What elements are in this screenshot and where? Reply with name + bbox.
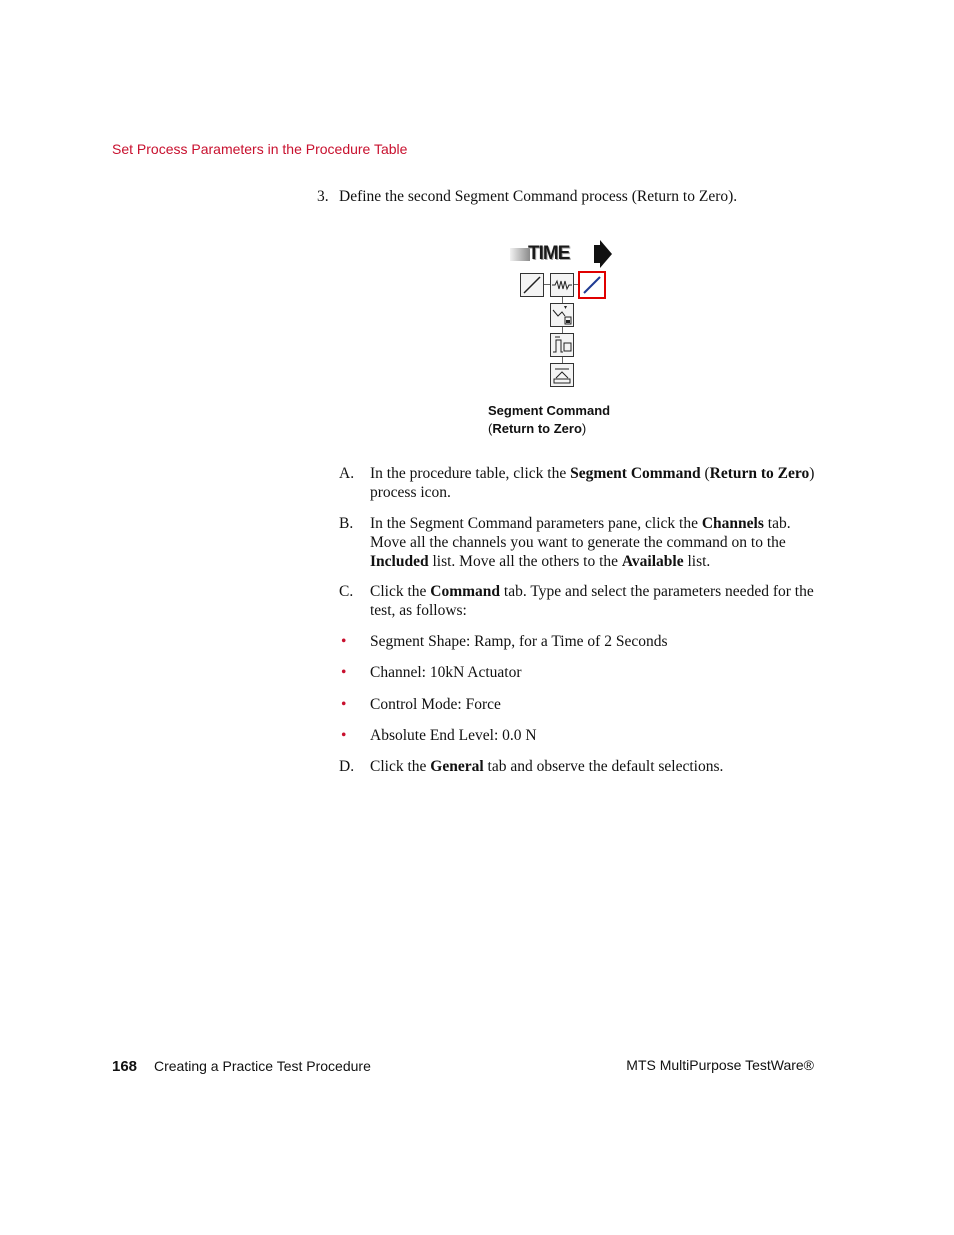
substep-text: Move all the channels you want to generate the command on to the xyxy=(370,534,786,551)
substep-text: ( xyxy=(700,465,710,482)
ui-term: Channels xyxy=(701,515,764,532)
data-acquisition-icon[interactable] xyxy=(550,303,574,327)
substep-text: In the procedure table, click the xyxy=(370,465,571,482)
running-head: Set Process Parameters in the Procedure Table xyxy=(112,141,408,157)
substep-marker: B. xyxy=(339,515,354,532)
substep-text: ) xyxy=(809,465,815,482)
substep-text: process icon. xyxy=(370,484,451,501)
bullet-text: Channel: 10kN Actuator xyxy=(370,664,522,681)
time-banner-text: TIME xyxy=(528,243,570,264)
substep-marker: A. xyxy=(339,465,355,482)
time-banner xyxy=(510,240,613,268)
caption-paren: ( xyxy=(488,421,493,436)
substep-text: tab. xyxy=(763,515,791,532)
segment-command-icon[interactable] xyxy=(578,271,606,299)
substep-text: In the Segment Command parameters pane, click the xyxy=(370,515,702,532)
ramp-icon[interactable] xyxy=(520,273,544,297)
substep-text: list. xyxy=(683,553,711,570)
bullet-marker: • xyxy=(341,727,347,744)
ui-term: Included xyxy=(370,553,429,570)
procedure-figure xyxy=(505,240,615,390)
step-text: Define the second Segment Command process (Return to Zero). xyxy=(339,188,738,205)
substep-text: tab. Type and select the parameters needed for the xyxy=(500,583,814,600)
time-arrow-icon xyxy=(600,240,612,268)
operator-event-icon[interactable] xyxy=(550,363,574,387)
caption-paren: ) xyxy=(581,421,587,436)
step-3 xyxy=(317,188,837,206)
ui-term: Command xyxy=(430,583,501,600)
substep-marker: D. xyxy=(339,758,355,775)
substep-text: list. Move all the others to the xyxy=(428,553,622,570)
substep-text: Click the xyxy=(370,583,431,600)
ui-term: Return to Zero xyxy=(709,465,810,482)
substep-text: test, as follows: xyxy=(370,602,467,619)
bullet-text: Control Mode: Force xyxy=(370,696,501,713)
substep-text: tab and observe the default selections. xyxy=(483,758,724,775)
footer-chapter: Creating a Practice Test Procedure xyxy=(154,1058,371,1074)
step-number: 3. xyxy=(317,188,329,205)
ui-term: General xyxy=(430,758,484,775)
ui-term: Segment Command xyxy=(570,465,701,482)
figure-caption xyxy=(488,402,610,438)
page-number: 168 xyxy=(112,1058,138,1075)
footer-product: MTS MultiPurpose TestWare® xyxy=(626,1057,814,1073)
substep-text: Click the xyxy=(370,758,431,775)
bullet-marker: • xyxy=(341,664,347,681)
bullet-text: Segment Shape: Ramp, for a Time of 2 Seconds xyxy=(370,633,668,650)
caption-subtitle: Return to Zero xyxy=(492,421,582,436)
time-banner-gradient xyxy=(510,248,530,261)
caption-title: Segment Command xyxy=(488,403,611,418)
substep-marker: C. xyxy=(339,583,354,600)
bullet-marker: • xyxy=(341,633,347,650)
bullet-text: Absolute End Level: 0.0 N xyxy=(370,727,537,744)
ui-term: Available xyxy=(621,553,684,570)
bullet-marker: • xyxy=(341,696,347,713)
step-icon[interactable] xyxy=(550,333,574,357)
cyclic-icon[interactable] xyxy=(550,273,574,297)
